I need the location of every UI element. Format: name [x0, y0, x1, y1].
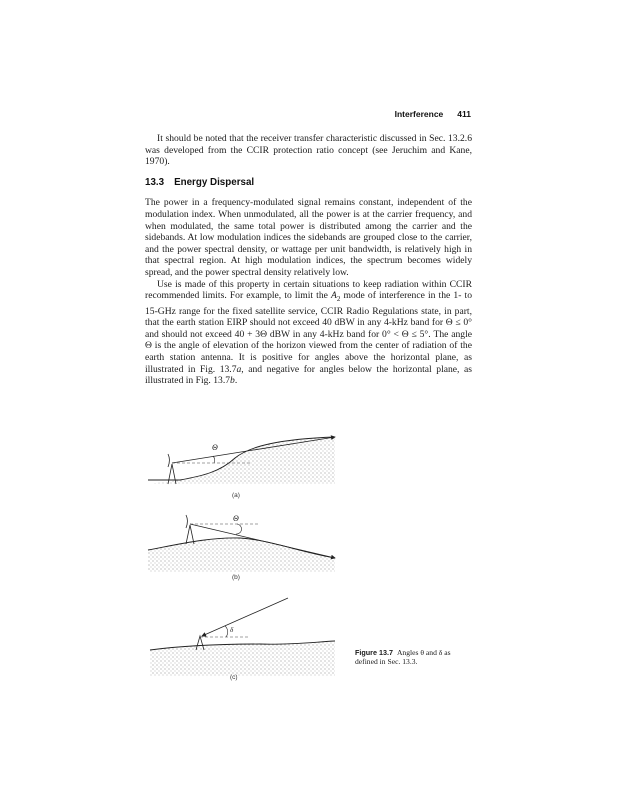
panel-a-theta-label: Θ [212, 443, 218, 452]
panel-a-angle-arc [213, 456, 215, 463]
paragraph-3 [145, 279, 472, 387]
paragraph-3-part-b: mode of interference in the 1- to 15-GHz range for the fixed satellite service, CCIR Radio Regulations state, in part, that the earth station EIRP should not exceed 40 dBW in any 4-kHz band for Θ ≤ 0° and should not exceed 40 + 3Θ dBW in any 4-kHz band for 0° < Θ ≤ 5°. The angle Θ is the angle of elevation of the horizon viewed from the center of radiation of the earth station antenna. It is positive for angles above the horizontal plane, as illustrated in Fig. 13.7 [145, 290, 472, 375]
section-title: Energy Dispersal [174, 176, 255, 188]
section-number: 13.3 [145, 176, 165, 188]
panel-b-drawing [148, 514, 335, 572]
fig-ref-a: a [236, 363, 242, 375]
paragraph-3-part-a: Use is made of this property in certain situations to keep radiation within CCIR recommended limits. For example, to limit the [145, 278, 472, 302]
panel-b-label: (b) [232, 574, 240, 581]
panel-c-drawing [150, 598, 335, 676]
panel-a-dish [168, 454, 170, 467]
panel-b-angle-arc [236, 524, 242, 534]
paragraph-2: The power in a frequency-modulated signal remains constant, independent of the modulation index. When unmodulated, all the power is at the carrier frequency, and when modulated, the same total power is distributed among the carrier and the sidebands. At low modulation indices the sidebands are grouped close to the carrier, and the power spectral density, or wattage per unit bandwidth, is relatively high in that spectral region. At high modulation indices, the spectrum becomes widely spread, and the power spectral density relatively low. [145, 197, 472, 278]
running-header [300, 109, 471, 123]
fig-ref-b: b [230, 375, 235, 387]
paragraph-3-end: . [234, 375, 238, 387]
panel-b-dish [186, 515, 188, 528]
body-text [145, 133, 472, 387]
paragraph-1: It should be noted that the receiver transfer characteristic discussed in Sec. 13.2.6 was developed from the CCIR protection ratio concept (see Jeruchim and Kane, 1970). [145, 133, 472, 168]
panel-b-antenna [186, 525, 194, 544]
figure-drawing [140, 432, 340, 694]
mode-symbol: A [331, 290, 337, 302]
section-heading [145, 177, 472, 189]
panel-a-terrain [148, 437, 335, 484]
mode-subscript: 2 [336, 295, 341, 304]
panel-c-terrain [150, 641, 335, 676]
panel-c-angle-arc [225, 626, 228, 637]
panel-b-theta-label: Θ [233, 514, 239, 523]
running-header-title: Interference [394, 109, 444, 119]
panel-c-delta-label: δ [230, 626, 234, 634]
panel-c-label: (c) [230, 674, 238, 681]
panel-a-label: (a) [232, 492, 240, 499]
figure-caption [355, 648, 473, 666]
figure-caption-text: Angles θ and δ as defined in Sec. 13.3. [355, 648, 451, 667]
paragraph-3-part-c: , and negative for angles below the horizontal plane, as illustrated in Fig. 13.7 [145, 363, 472, 387]
figure-13-7 [140, 432, 340, 694]
panel-c-incoming-ray [202, 598, 288, 636]
page-number: 411 [457, 109, 471, 119]
figure-caption-label: Figure 13.7 [355, 648, 393, 657]
panel-a-drawing [148, 437, 335, 484]
panel-b-terrain [148, 538, 335, 572]
